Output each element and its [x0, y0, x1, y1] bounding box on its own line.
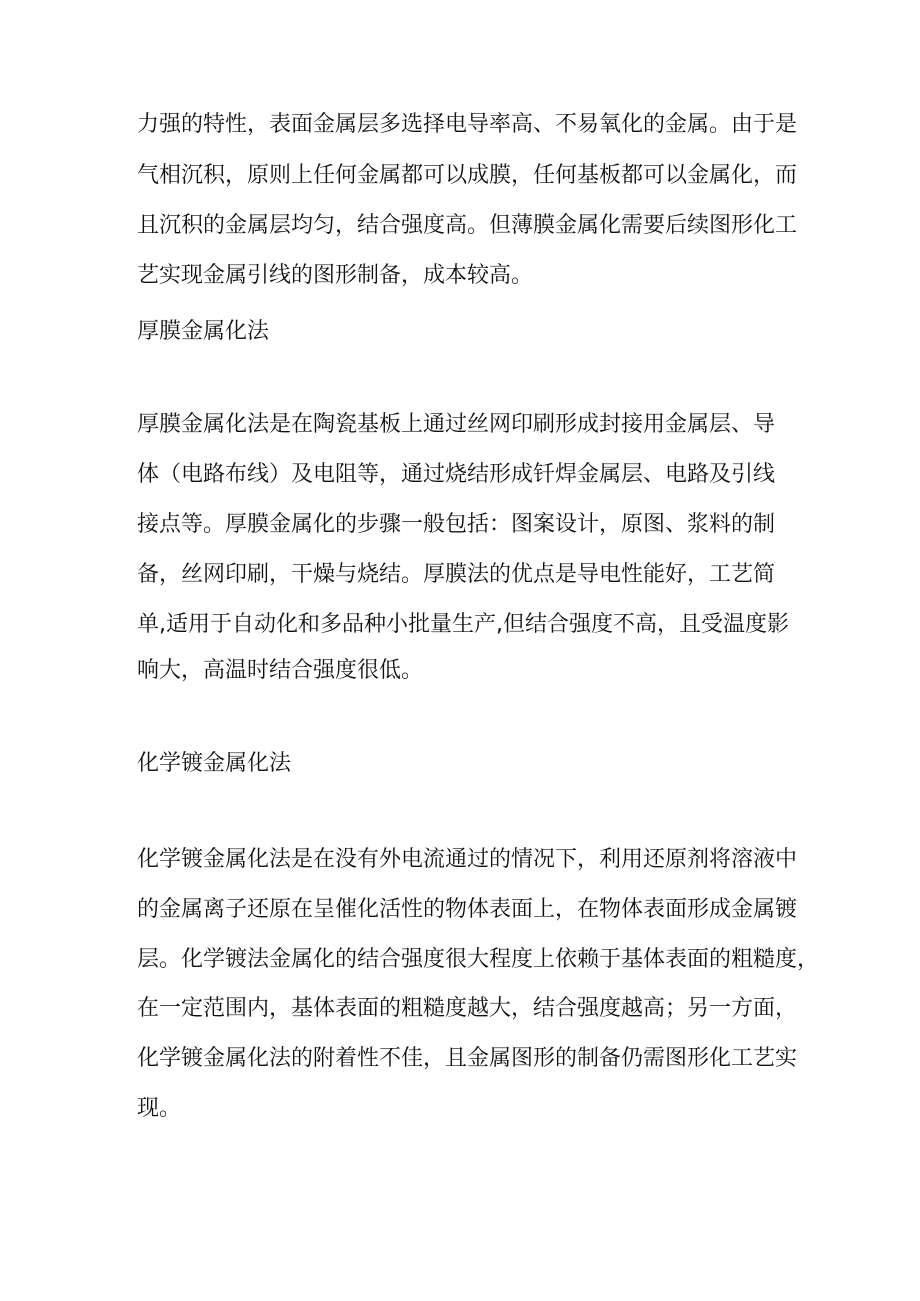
- paragraph-1-line-4: 艺实现金属引线的图形制备，成本较高。: [137, 263, 534, 288]
- paragraph-2-line-5: 单,适用于自动化和多品种小批量生产,但结合强度不高，且受温度影: [137, 612, 789, 637]
- paragraph-2-line-1: 厚膜金属化法是在陶瓷基板上通过丝网印刷形成封接用金属层、导: [137, 412, 776, 437]
- paragraph-3-line-6: 现。: [137, 1096, 182, 1121]
- paragraph-1-line-3: 且沉积的金属层均匀，结合强度高。但薄膜金属化需要后续图形化工: [137, 213, 798, 238]
- paragraph-1-line-1: 力强的特性，表面金属层多选择电导率高、不易氧化的金属。由于是: [137, 112, 798, 137]
- paragraph-1-line-2: 气相沉积，原则上任何金属都可以成膜，任何基板都可以金属化，而: [137, 163, 798, 188]
- paragraph-2-line-6: 响大，高温时结合强度很低。: [137, 658, 424, 683]
- section-heading-chemical-plating: 化学镀金属化法: [137, 751, 292, 776]
- paragraph-2-line-4: 备，丝网印刷，干燥与烧结。厚膜法的优点是导电性能好，工艺简: [137, 562, 776, 587]
- section-heading-thick-film: 厚膜金属化法: [137, 319, 270, 344]
- paragraph-3-line-1: 化学镀金属化法是在没有外电流通过的情况下，利用还原剂将溶液中: [137, 847, 798, 872]
- paragraph-3-line-3: 层。化学镀法金属化的结合强度很大程度上依赖于基体表面的粗糙度，: [137, 947, 820, 972]
- paragraph-3-line-4: 在一定范围内，基体表面的粗糙度越大，结合强度越高；另一方面，: [137, 996, 798, 1021]
- paragraph-2-line-2: 体（电路布线）及电阻等，通过烧结形成钎焊金属层、电路及引线: [137, 462, 776, 487]
- paragraph-2-line-3: 接点等。厚膜金属化的步骤一般包括：图案设计，原图、浆料的制: [137, 512, 776, 537]
- paragraph-3-line-5: 化学镀金属化法的附着性不佳，且金属图形的制备仍需图形化工艺实: [137, 1046, 798, 1071]
- paragraph-3-line-2: 的金属离子还原在呈催化活性的物体表面上，在物体表面形成金属镀: [137, 897, 798, 922]
